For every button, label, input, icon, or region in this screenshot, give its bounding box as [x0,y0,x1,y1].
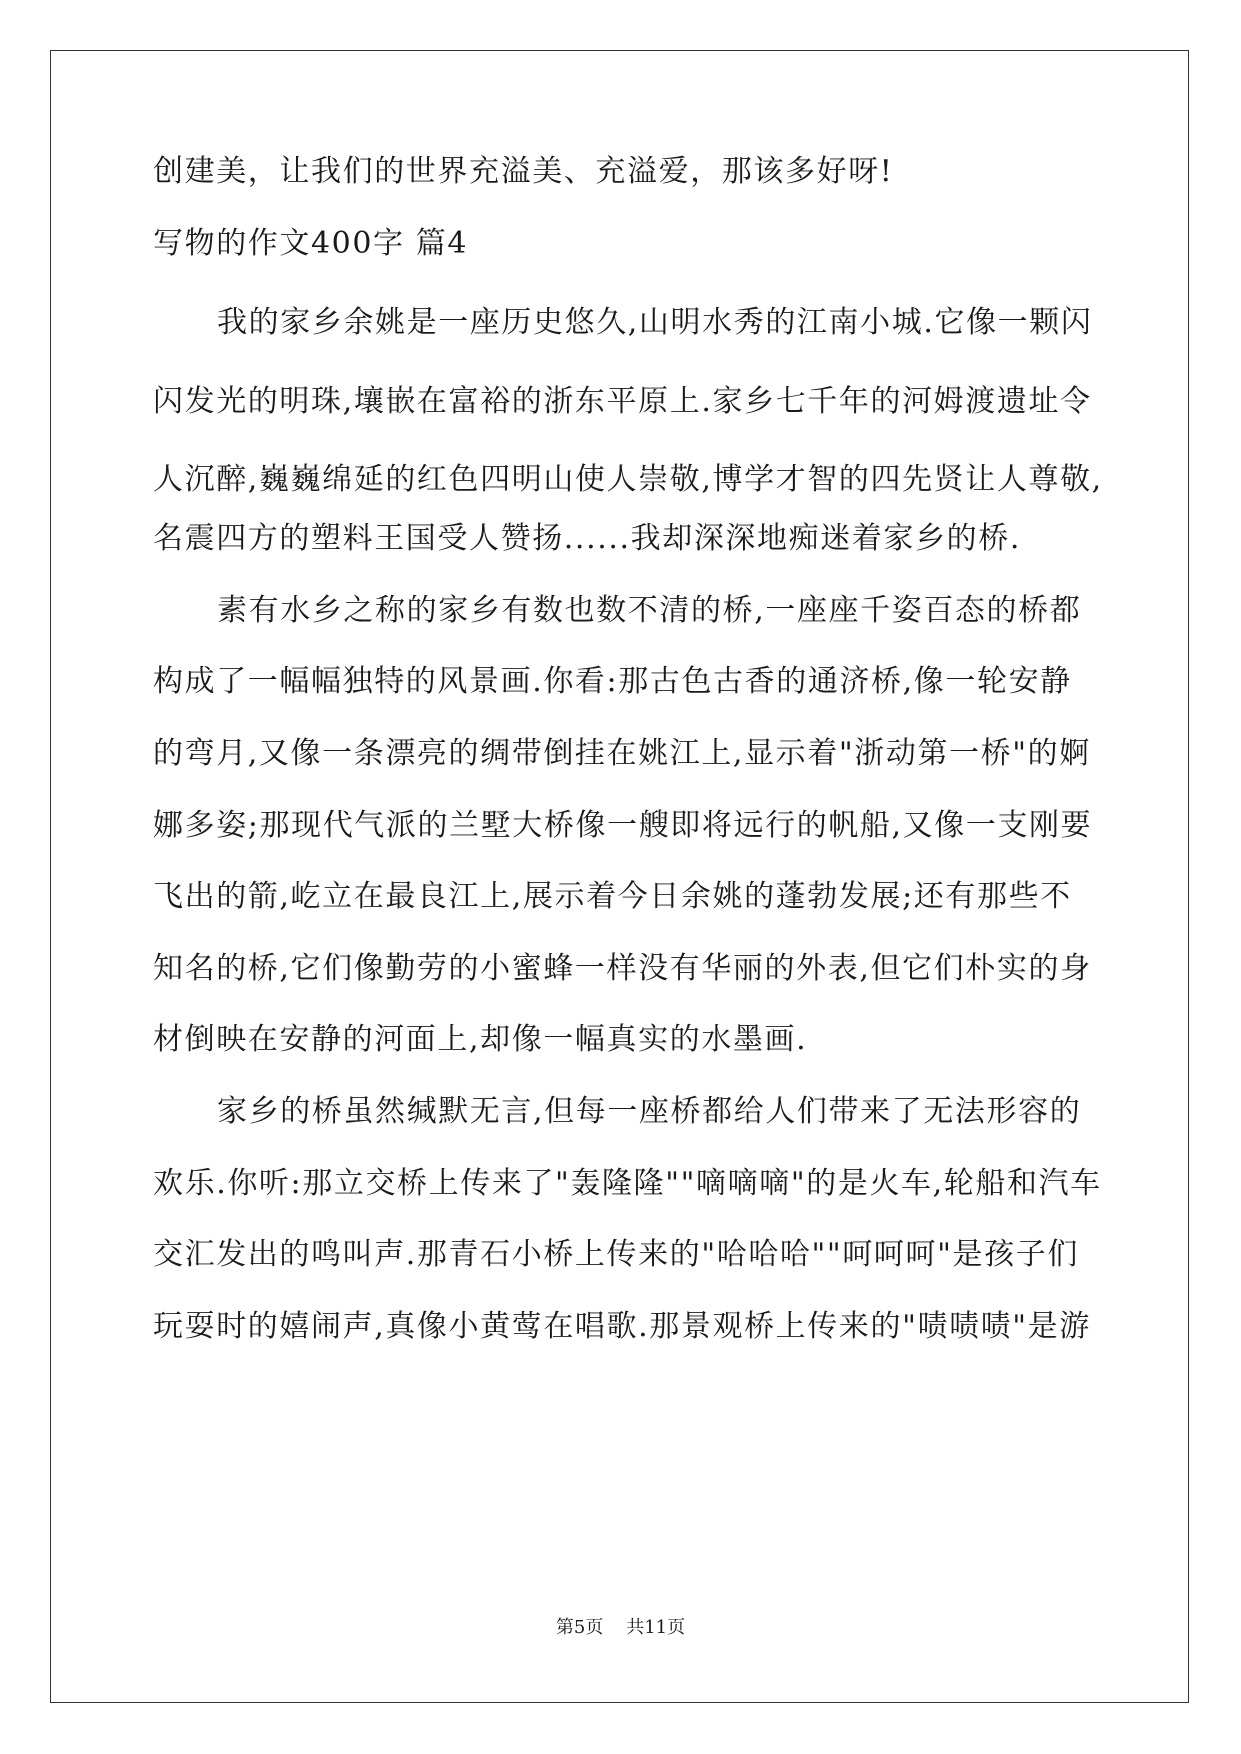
text-line: 闪发光的明珠,壤嵌在富裕的浙东平原上.家乡七千年的河姆渡遗址令 [153,384,1092,419]
text-line: 构成了一幅幅独特的风景画.你看:那古色古香的通济桥,像一轮安静 [153,664,1072,699]
text-line: 交汇发出的鸣叫声.那青石小桥上传来的"哈哈哈""呵呵呵"是孩子们 [153,1237,1079,1272]
text-line: 的弯月,又像一条漂亮的绸带倒挂在姚江上,显示着"浙动第一桥"的婀 [153,736,1091,771]
text-line: 素有水乡之称的家乡有数也数不清的桥,一座座千姿百态的桥都 [217,593,1082,628]
text-line: 我的家乡余姚是一座历史悠久,山明水秀的江南小城.它像一颗闪 [217,305,1093,340]
text-line: 玩耍时的嬉闹声,真像小黄莺在唱歌.那景观桥上传来的"啧啧啧"是游 [153,1309,1091,1344]
page-number-footer: 第5页 共11页 [555,1617,686,1638]
text-line: 名震四方的塑料王国受人赞扬......我却深深地痴迷着家乡的桥. [153,521,1021,556]
text-line: 家乡的桥虽然缄默无言,但每一座桥都给人们带来了无法形容的 [217,1094,1082,1129]
text-line: 欢乐.你听:那立交桥上传来了"轰隆隆""嘀嘀嘀"的是火车,轮船和汽车 [153,1166,1102,1201]
text-line: 材倒映在安静的河面上,却像一幅真实的水墨画. [153,1022,808,1057]
text-line: 创建美，让我们的世界充溢美、充溢爱，那该多好呀! [153,154,894,189]
section-heading: 写物的作文400字 篇4 [153,226,469,261]
text-line: 知名的桥,它们像勤劳的小蜜蜂一样没有华丽的外表,但它们朴实的身 [153,951,1092,986]
text-line: 飞出的箭,屹立在最良江上,展示着今日余姚的蓬勃发展;还有那些不 [153,879,1072,914]
text-line: 娜多姿;那现代气派的兰墅大桥像一艘即将远行的帆船,又像一支刚要 [153,808,1093,843]
text-line: 人沉醉,巍巍绵延的红色四明山使人崇敬,博学才智的四先贤让人尊敬, [153,462,1103,497]
